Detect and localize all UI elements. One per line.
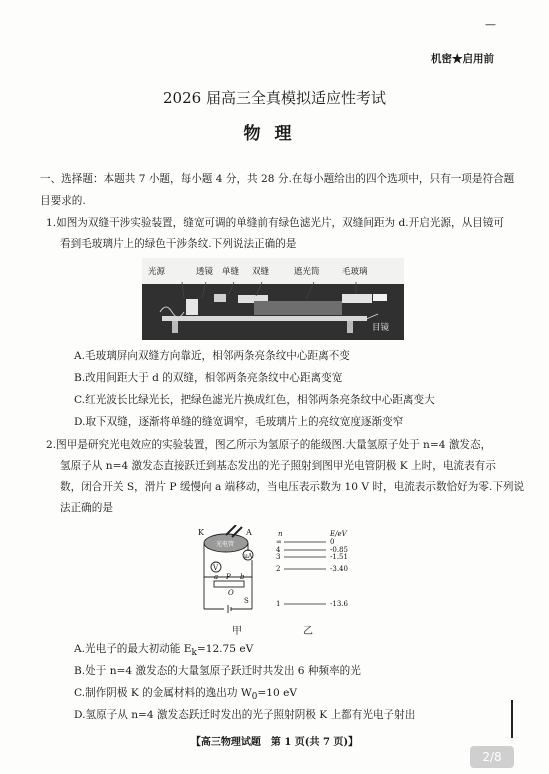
q1-option-c: C.红光波长比绿光长，把绿色滤光片换成红色，相邻两条亮条纹中心距离变大 [74,394,435,406]
level-e-2: -3.40 [330,565,348,573]
figure-caption-jia: 甲 [232,626,242,637]
level-e-4: -0.85 [330,546,348,554]
q1-option-d: D.取下双缝，逐渐将单缝的缝宽调窄，毛玻璃片上的亮纹宽度逐渐变窄 [74,416,404,428]
page-indicator-badge[interactable]: 2/8 [470,746,514,768]
q2-stem-line4: 法正确的是 [60,502,113,514]
level-e-inf: 0 [330,538,335,546]
figure-caption-yi: 乙 [303,626,313,637]
fig1-label-eyepiece: 目镜 [372,323,390,333]
circuit-label-tube: 光电管 [216,541,235,548]
fig1-label-lens: 透镜 [196,267,214,277]
page-footer: 【高三物理试题 第 1 页(共 7 页)】 [190,737,359,748]
section-intro-line2: 目要求的. [40,195,86,207]
q2-stem-line2: 氢原子从 n=4 激发态直接跃迁到基态发出的光子照射到图甲光电管阴极 K 上时，电流表有示 [60,460,496,472]
q2-option-c: C.制作阴极 K 的金属材料的逸出功 $W_0=10$ eV [74,687,297,703]
exam-title: 2026 届高三全真模拟适应性考试 [163,89,386,107]
section-intro-line1: 一、选择题：本题共 7 小题，每小题 4 分，共 28 分.在每小题给出的四个选项中，只有一项是符合题 [40,173,515,185]
circuit-label-b-end: b [240,573,245,581]
q2-option-a: A.光电子的最大初动能 $E_k=12.75$ eV [74,643,254,659]
circuit-label-p: P [226,573,231,581]
q1-stem-line2: 看到毛玻璃片上的绿色干涉条纹.下列说法正确的是 [60,238,297,250]
fig1-label-single-slit: 单缝 [222,267,240,277]
fig1-label-tube: 遮光筒 [294,267,320,277]
q2-stem-line1: 2.图甲是研究光电效应的实验装置，图乙所示为氢原子的能级图.大量氢原子处于 n=4 激发态， [46,439,492,451]
q1-stem-line1: 1.如图为双缝干涉实验装置，缝宽可调的单缝前有绿色滤光片，双缝间距为 d.开启光源，从目镜可 [46,217,504,229]
photoelectric-and-energy-level-figure [196,525,401,625]
level-n-4: 4 [276,546,281,554]
q2-option-d: D.氢原子从 n=4 激发态跃迁时发出的光子照射阴极 K 上都有光电子射出 [74,709,416,721]
confidential-label: 机密★启用前 [431,53,494,65]
q1-option-a: A.毛玻璃屏向双缝方向靠近，相邻两条亮条纹中心距离不变 [74,350,350,362]
header-dash: — [485,18,496,31]
circuit-label-voltmeter: V [213,564,219,572]
q2-stem-line3: 数，闭合开关 S，滑片 P 缓慢向 a 端移动，当电压表示数为 10 V 时，电流表示数恰好为零.下列说 [60,481,525,493]
circuit-label-a: A [246,528,252,537]
energy-level-diagram [276,530,348,608]
q2-option-b: B.处于 n=4 激发态的大量氢原子跃迁时共发出 6 种频率的光 [74,665,361,677]
subject-title: 物理 [243,124,306,144]
fig1-label-double-slit: 双缝 [252,267,270,277]
circuit-label-o: O [228,589,234,597]
level-n-2: 2 [276,565,281,573]
double-slit-apparatus-figure [142,258,404,340]
circuit-label-a-end: a [214,573,219,581]
fig1-label-light-source: 光源 [148,267,166,277]
circuit-label-ammeter: μA [244,553,253,560]
energy-header-n: n [278,530,283,538]
level-n-1: 1 [276,600,281,608]
q1-option-b: B.改用间距大于 d 的双缝，相邻两条亮条纹中心距离变宽 [74,372,343,384]
fig1-label-ground-glass: 毛玻璃 [342,267,368,277]
level-n-inf: ∞ [276,538,282,546]
circuit-label-k: K [198,528,204,537]
level-e-1: -13.6 [330,600,348,608]
energy-header-e: E/eV [330,530,347,538]
level-n-3: 3 [276,553,281,561]
level-e-3: -1.51 [330,553,348,561]
circuit-label-s: S [244,597,249,605]
